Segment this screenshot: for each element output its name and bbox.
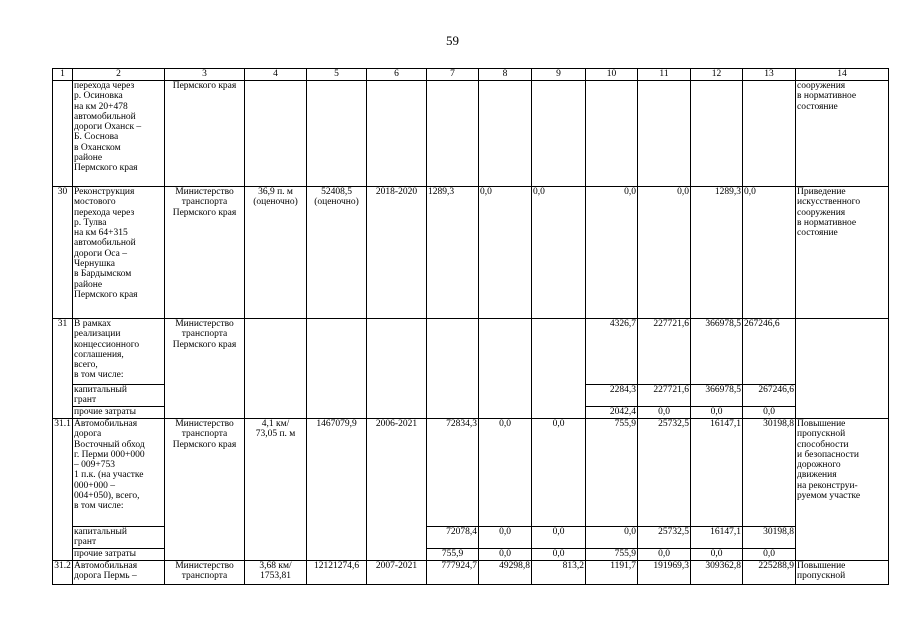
value: 30198,8: [743, 527, 796, 549]
object-name: прочие затраты: [73, 407, 165, 419]
value: 2284,3: [586, 385, 638, 407]
value: 0,0: [691, 549, 743, 561]
object-name: прочие затраты: [73, 549, 165, 561]
value: 755,9: [586, 419, 638, 527]
value: 0,0: [691, 407, 743, 419]
capacity: 3,68 км/ 1753,81: [245, 561, 307, 585]
col-header: 2: [73, 69, 165, 81]
value: 30198,8: [743, 419, 796, 527]
value: 0,0: [743, 187, 796, 319]
value: 0,0: [532, 419, 586, 527]
table-row: [53, 527, 889, 549]
value: 0,0: [479, 549, 532, 561]
col-header: 4: [245, 69, 307, 81]
value: 0,0: [532, 549, 586, 561]
period: 2018-2020: [367, 187, 427, 319]
col-header: 7: [427, 69, 479, 81]
table-row: [53, 549, 889, 561]
responsible: Министерство транспорта: [165, 561, 245, 585]
value: 755,9: [427, 549, 479, 561]
value: 0,0: [743, 549, 796, 561]
value: 366978,5: [691, 319, 743, 385]
value: 0,0: [479, 527, 532, 549]
value: 777924,7: [427, 561, 479, 585]
capacity: 4,1 км/ 73,05 п. м: [245, 419, 307, 527]
value: 25732,5: [638, 527, 691, 549]
page-number: 59: [446, 33, 459, 48]
value: 0,0: [586, 527, 638, 549]
table-row: [53, 319, 889, 385]
table-row: [53, 419, 889, 527]
col-header: 8: [479, 69, 532, 81]
col-header: 9: [532, 69, 586, 81]
object-name: Автомобильная дорога Пермь –: [73, 561, 165, 585]
table-row: [53, 81, 889, 187]
col-header: 12: [691, 69, 743, 81]
col-header: 10: [586, 69, 638, 81]
estimated-cost: 12121274,6: [307, 561, 367, 585]
value: 0,0: [586, 187, 638, 319]
responsible: Министерство транспорта Пермского края: [165, 187, 245, 319]
value: 227721,6: [638, 319, 691, 385]
capacity: 36,9 п. м (оценочно): [245, 187, 307, 319]
value: 72834,3: [427, 419, 479, 527]
table-row: [53, 385, 889, 407]
table-row: [53, 561, 889, 585]
value: 0,0: [532, 187, 586, 319]
value: 0,0: [479, 187, 532, 319]
estimated-cost: 52408,5 (оценочно): [307, 187, 367, 319]
object-name: Реконструкция мостового перехода через р. Тулва на км 64+315 автомобильной дороги Оса – Чернушка в Бардымском районе Пермского края: [73, 187, 165, 319]
value: 191969,3: [638, 561, 691, 585]
result: сооружения в нормативное состояние: [796, 81, 889, 187]
value: 2042,4: [586, 407, 638, 419]
table-row: [53, 187, 889, 319]
table-row: [53, 407, 889, 419]
period: 2007-2021: [367, 561, 427, 585]
col-header: 11: [638, 69, 691, 81]
object-name: Автомобильная дорога Восточный обход г. Перми 000+000 – 009+753 1 п.к. (на участке 000+000 – 004+050), всего, в том числе:: [73, 419, 165, 527]
value: 309362,8: [691, 561, 743, 585]
col-header: 1: [53, 69, 73, 81]
col-header: 3: [165, 69, 245, 81]
investment-table: [52, 68, 889, 585]
object-name: В рамках реализации концессионного соглашения, всего, в том числе:: [73, 319, 165, 385]
value: 267246,6: [743, 385, 796, 407]
result: Приведение искусственного сооружения в нормативное состояние: [796, 187, 889, 319]
value: 267246,6: [743, 319, 796, 385]
value: 1191,7: [586, 561, 638, 585]
value: 16147,1: [691, 419, 743, 527]
object-name: капитальный грант: [73, 527, 165, 549]
value: 4326,7: [586, 319, 638, 385]
value: 366978,5: [691, 385, 743, 407]
header-row: [53, 69, 889, 81]
value: 1289,3: [427, 187, 479, 319]
result: Повышение пропускной способности и безопасности дорожного движения на реконструи- руемом участке: [796, 419, 889, 527]
col-header: 5: [307, 69, 367, 81]
row-number: 30: [53, 187, 73, 319]
value: 25732,5: [638, 419, 691, 527]
value: 225288,9: [743, 561, 796, 585]
value: 0,0: [479, 419, 532, 527]
value: 49298,8: [479, 561, 532, 585]
value: 0,0: [638, 549, 691, 561]
object-name: перехода через р. Осиновка на км 20+478 автомобильной дороги Оханск – Б. Соснова в Оханском районе Пермского края: [73, 81, 165, 187]
value: 0,0: [532, 527, 586, 549]
estimated-cost: 1467079,9: [307, 419, 367, 527]
row-number: 31: [53, 319, 73, 385]
period: 2006-2021: [367, 419, 427, 527]
value: 0,0: [638, 407, 691, 419]
col-header: 14: [796, 69, 889, 81]
value: 0,0: [743, 407, 796, 419]
value: 755,9: [586, 549, 638, 561]
col-header: 6: [367, 69, 427, 81]
responsible: Пермского края: [165, 81, 245, 187]
row-number: 31.1: [53, 419, 73, 527]
row-number: 31.2: [53, 561, 73, 585]
col-header: 13: [743, 69, 796, 81]
result: Повышение пропускной: [796, 561, 889, 585]
value: 72078,4: [427, 527, 479, 549]
value: 0,0: [638, 187, 691, 319]
object-name: капитальный грант: [73, 385, 165, 407]
value: 16147,1: [691, 527, 743, 549]
responsible: Министерство транспорта Пермского края: [165, 319, 245, 385]
responsible: Министерство транспорта Пермского края: [165, 419, 245, 527]
value: 1289,3: [691, 187, 743, 319]
value: 227721,6: [638, 385, 691, 407]
value: 813,2: [532, 561, 586, 585]
